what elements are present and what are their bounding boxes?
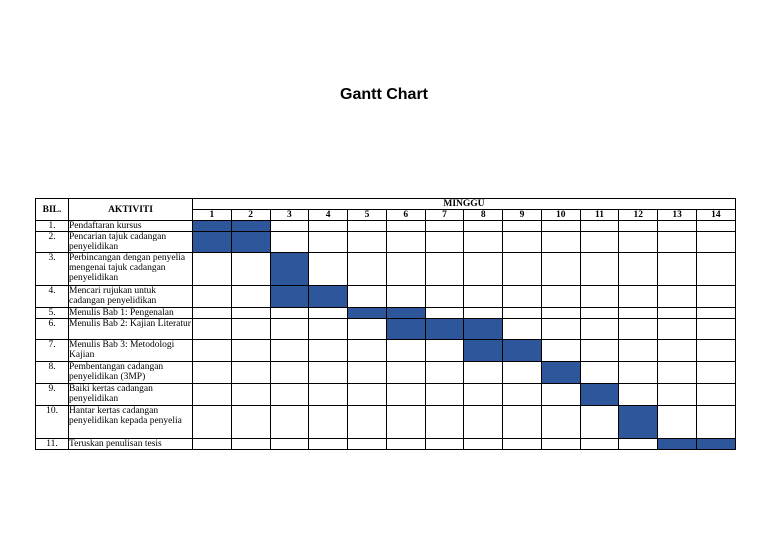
week-cell bbox=[425, 362, 464, 384]
week-cell bbox=[231, 340, 270, 362]
week-cell bbox=[270, 340, 309, 362]
gantt-bar-cell bbox=[386, 308, 425, 319]
week-cell bbox=[193, 308, 232, 319]
aktiviti-header: AKTIVITI bbox=[69, 199, 193, 221]
week-cell bbox=[541, 308, 580, 319]
row-number: 11. bbox=[36, 439, 69, 450]
gantt-bar-cell bbox=[348, 308, 387, 319]
week-cell bbox=[580, 253, 619, 286]
week-cell bbox=[309, 362, 348, 384]
week-cell bbox=[696, 319, 735, 340]
table-row bbox=[36, 221, 736, 232]
week-cell bbox=[348, 253, 387, 286]
week-cell bbox=[386, 362, 425, 384]
week-cell bbox=[580, 232, 619, 253]
week-cell bbox=[580, 406, 619, 439]
week-cell bbox=[619, 286, 658, 308]
week-cell bbox=[425, 286, 464, 308]
week-cell bbox=[231, 406, 270, 439]
week-cell bbox=[580, 308, 619, 319]
gantt-bar-cell bbox=[464, 319, 503, 340]
week-cell bbox=[309, 308, 348, 319]
week-header-13: 13 bbox=[658, 210, 697, 221]
week-cell bbox=[503, 253, 542, 286]
week-cell bbox=[696, 308, 735, 319]
week-cell bbox=[231, 286, 270, 308]
week-cell bbox=[425, 308, 464, 319]
gantt-body bbox=[36, 221, 736, 450]
week-cell bbox=[425, 232, 464, 253]
gantt-bar-cell bbox=[270, 253, 309, 286]
week-cell bbox=[464, 406, 503, 439]
week-header-3: 3 bbox=[270, 210, 309, 221]
week-cell bbox=[231, 439, 270, 450]
row-number: 10. bbox=[36, 406, 69, 439]
week-cell bbox=[348, 439, 387, 450]
week-cell bbox=[503, 439, 542, 450]
week-cell bbox=[658, 340, 697, 362]
week-cell bbox=[309, 232, 348, 253]
activity-name: Perbincangan dengan penyelia mengenai tajuk cadangan penyelidikan bbox=[69, 253, 193, 286]
activity-name: Menulis Bab 2: Kajian Literatur bbox=[69, 319, 193, 340]
week-cell bbox=[231, 308, 270, 319]
week-header-10: 10 bbox=[541, 210, 580, 221]
week-cell bbox=[309, 340, 348, 362]
week-cell bbox=[425, 439, 464, 450]
week-cell bbox=[193, 362, 232, 384]
week-cell bbox=[464, 232, 503, 253]
week-cell bbox=[193, 253, 232, 286]
week-header-9: 9 bbox=[503, 210, 542, 221]
week-cell bbox=[658, 286, 697, 308]
activity-name: Pencarian tajuk cadangan penyelidikan bbox=[69, 232, 193, 253]
week-cell bbox=[541, 286, 580, 308]
week-cell bbox=[386, 439, 425, 450]
week-cell bbox=[658, 253, 697, 286]
week-cell bbox=[309, 319, 348, 340]
week-cell bbox=[425, 221, 464, 232]
week-header-2: 2 bbox=[231, 210, 270, 221]
week-cell bbox=[425, 406, 464, 439]
week-cell bbox=[541, 221, 580, 232]
week-cell bbox=[464, 253, 503, 286]
week-cell bbox=[503, 406, 542, 439]
week-cell bbox=[270, 319, 309, 340]
week-cell bbox=[541, 340, 580, 362]
week-cell bbox=[309, 406, 348, 439]
week-cell bbox=[386, 253, 425, 286]
gantt-bar-cell bbox=[503, 340, 542, 362]
row-number: 6. bbox=[36, 319, 69, 340]
week-header-8: 8 bbox=[464, 210, 503, 221]
week-cell bbox=[348, 286, 387, 308]
gantt-bar-cell bbox=[580, 384, 619, 406]
activity-name: Pendaftaran kursus bbox=[69, 221, 193, 232]
week-cell bbox=[503, 362, 542, 384]
gantt-bar-cell bbox=[193, 221, 232, 232]
week-cell bbox=[464, 384, 503, 406]
week-header-11: 11 bbox=[580, 210, 619, 221]
page-title: Gantt Chart bbox=[340, 86, 428, 103]
week-cell bbox=[231, 362, 270, 384]
week-cell bbox=[580, 221, 619, 232]
row-number: 9. bbox=[36, 384, 69, 406]
table-row bbox=[36, 319, 736, 340]
week-cell bbox=[231, 384, 270, 406]
week-cell bbox=[386, 221, 425, 232]
gantt-bar-cell bbox=[231, 232, 270, 253]
week-cell bbox=[270, 384, 309, 406]
table-row bbox=[36, 286, 736, 308]
week-cell bbox=[386, 406, 425, 439]
gantt-bar-cell bbox=[386, 319, 425, 340]
week-cell bbox=[231, 253, 270, 286]
week-header-12: 12 bbox=[619, 210, 658, 221]
week-cell bbox=[193, 319, 232, 340]
week-cell bbox=[541, 232, 580, 253]
week-cell bbox=[580, 439, 619, 450]
week-cell bbox=[503, 286, 542, 308]
week-cell bbox=[348, 221, 387, 232]
week-cell bbox=[541, 319, 580, 340]
week-cell bbox=[658, 221, 697, 232]
week-cell bbox=[503, 319, 542, 340]
week-cell bbox=[309, 439, 348, 450]
minggu-header: MINGGU bbox=[193, 199, 736, 210]
week-cell bbox=[270, 406, 309, 439]
week-header-1: 1 bbox=[193, 210, 232, 221]
week-cell bbox=[464, 439, 503, 450]
week-cell bbox=[386, 340, 425, 362]
week-cell bbox=[503, 232, 542, 253]
week-cell bbox=[425, 384, 464, 406]
week-cell bbox=[386, 384, 425, 406]
table-row bbox=[36, 308, 736, 319]
week-cell bbox=[619, 221, 658, 232]
week-cell bbox=[270, 221, 309, 232]
activity-name: Menulis Bab 1: Pengenalan bbox=[69, 308, 193, 319]
week-header-14: 14 bbox=[696, 210, 735, 221]
bil-header: BIL. bbox=[36, 199, 69, 221]
row-number: 8. bbox=[36, 362, 69, 384]
week-cell bbox=[386, 286, 425, 308]
week-cell bbox=[619, 319, 658, 340]
week-cell bbox=[348, 232, 387, 253]
week-cell bbox=[696, 221, 735, 232]
row-number: 7. bbox=[36, 340, 69, 362]
week-cell bbox=[348, 384, 387, 406]
week-cell bbox=[696, 340, 735, 362]
gantt-bar-cell bbox=[231, 221, 270, 232]
week-cell bbox=[658, 362, 697, 384]
week-cell bbox=[425, 253, 464, 286]
week-cell bbox=[348, 406, 387, 439]
week-cell bbox=[541, 253, 580, 286]
activity-name: Teruskan penulisan tesis bbox=[69, 439, 193, 450]
table-row bbox=[36, 340, 736, 362]
row-number: 2. bbox=[36, 232, 69, 253]
gantt-bar-cell bbox=[464, 340, 503, 362]
gantt-bar-cell bbox=[658, 439, 697, 450]
week-cell bbox=[270, 362, 309, 384]
week-cell bbox=[503, 308, 542, 319]
week-cell bbox=[696, 384, 735, 406]
table-row bbox=[36, 384, 736, 406]
week-cell bbox=[270, 439, 309, 450]
week-cell bbox=[619, 308, 658, 319]
week-cell bbox=[658, 319, 697, 340]
activity-name: Menulis Bab 3: Metodologi Kajian bbox=[69, 340, 193, 362]
week-cell bbox=[386, 232, 425, 253]
week-cell bbox=[193, 340, 232, 362]
week-cell bbox=[658, 232, 697, 253]
table-row bbox=[36, 362, 736, 384]
week-cell bbox=[270, 232, 309, 253]
week-cell bbox=[193, 406, 232, 439]
week-cell bbox=[425, 340, 464, 362]
week-cell bbox=[619, 340, 658, 362]
table-row bbox=[36, 253, 736, 286]
week-cell bbox=[619, 439, 658, 450]
week-cell bbox=[348, 362, 387, 384]
row-number: 1. bbox=[36, 221, 69, 232]
week-cell bbox=[231, 319, 270, 340]
week-cell bbox=[464, 221, 503, 232]
week-cell bbox=[541, 439, 580, 450]
activity-name: Hantar kertas cadangan penyelidikan kepada penyelia bbox=[69, 406, 193, 439]
week-cell bbox=[503, 384, 542, 406]
week-cell bbox=[580, 362, 619, 384]
row-number: 4. bbox=[36, 286, 69, 308]
table-row bbox=[36, 232, 736, 253]
week-cell bbox=[696, 232, 735, 253]
week-cell bbox=[464, 362, 503, 384]
activity-name: Pembentangan cadangan penyelidikan (3MP) bbox=[69, 362, 193, 384]
week-cell bbox=[696, 362, 735, 384]
week-cell bbox=[696, 406, 735, 439]
gantt-bar-cell bbox=[425, 319, 464, 340]
gantt-bar-cell bbox=[270, 286, 309, 308]
week-header-5: 5 bbox=[348, 210, 387, 221]
gantt-bar-cell bbox=[193, 232, 232, 253]
week-cell bbox=[619, 253, 658, 286]
week-cell bbox=[464, 286, 503, 308]
gantt-bar-cell bbox=[619, 406, 658, 439]
week-cell bbox=[619, 232, 658, 253]
row-number: 3. bbox=[36, 253, 69, 286]
week-cell bbox=[696, 253, 735, 286]
week-cell bbox=[193, 286, 232, 308]
week-header-6: 6 bbox=[386, 210, 425, 221]
week-cell bbox=[348, 340, 387, 362]
week-header-7: 7 bbox=[425, 210, 464, 221]
gantt-bar-cell bbox=[696, 439, 735, 450]
table-row bbox=[36, 406, 736, 439]
week-cell bbox=[270, 308, 309, 319]
week-header-4: 4 bbox=[309, 210, 348, 221]
week-cell bbox=[580, 319, 619, 340]
week-cell bbox=[193, 439, 232, 450]
week-cell bbox=[658, 308, 697, 319]
row-number: 5. bbox=[36, 308, 69, 319]
gantt-bar-cell bbox=[309, 286, 348, 308]
week-cell bbox=[580, 286, 619, 308]
week-cell bbox=[658, 384, 697, 406]
week-cell bbox=[619, 384, 658, 406]
week-cell bbox=[193, 384, 232, 406]
week-cell bbox=[309, 221, 348, 232]
week-cell bbox=[348, 319, 387, 340]
activity-name: Baiki kertas cadangan penyelidikan bbox=[69, 384, 193, 406]
week-cell bbox=[309, 253, 348, 286]
activity-name: Mencari rujukan untuk cadangan penyelidikan bbox=[69, 286, 193, 308]
week-cell bbox=[541, 406, 580, 439]
gantt-bar-cell bbox=[541, 362, 580, 384]
week-cell bbox=[541, 384, 580, 406]
week-cell bbox=[619, 362, 658, 384]
table-row bbox=[36, 439, 736, 450]
week-cell bbox=[696, 286, 735, 308]
header-row-top bbox=[36, 199, 736, 210]
gantt-table bbox=[35, 198, 736, 450]
week-cell bbox=[658, 406, 697, 439]
week-cell bbox=[503, 221, 542, 232]
week-cell bbox=[309, 384, 348, 406]
week-cell bbox=[580, 340, 619, 362]
week-cell bbox=[464, 308, 503, 319]
